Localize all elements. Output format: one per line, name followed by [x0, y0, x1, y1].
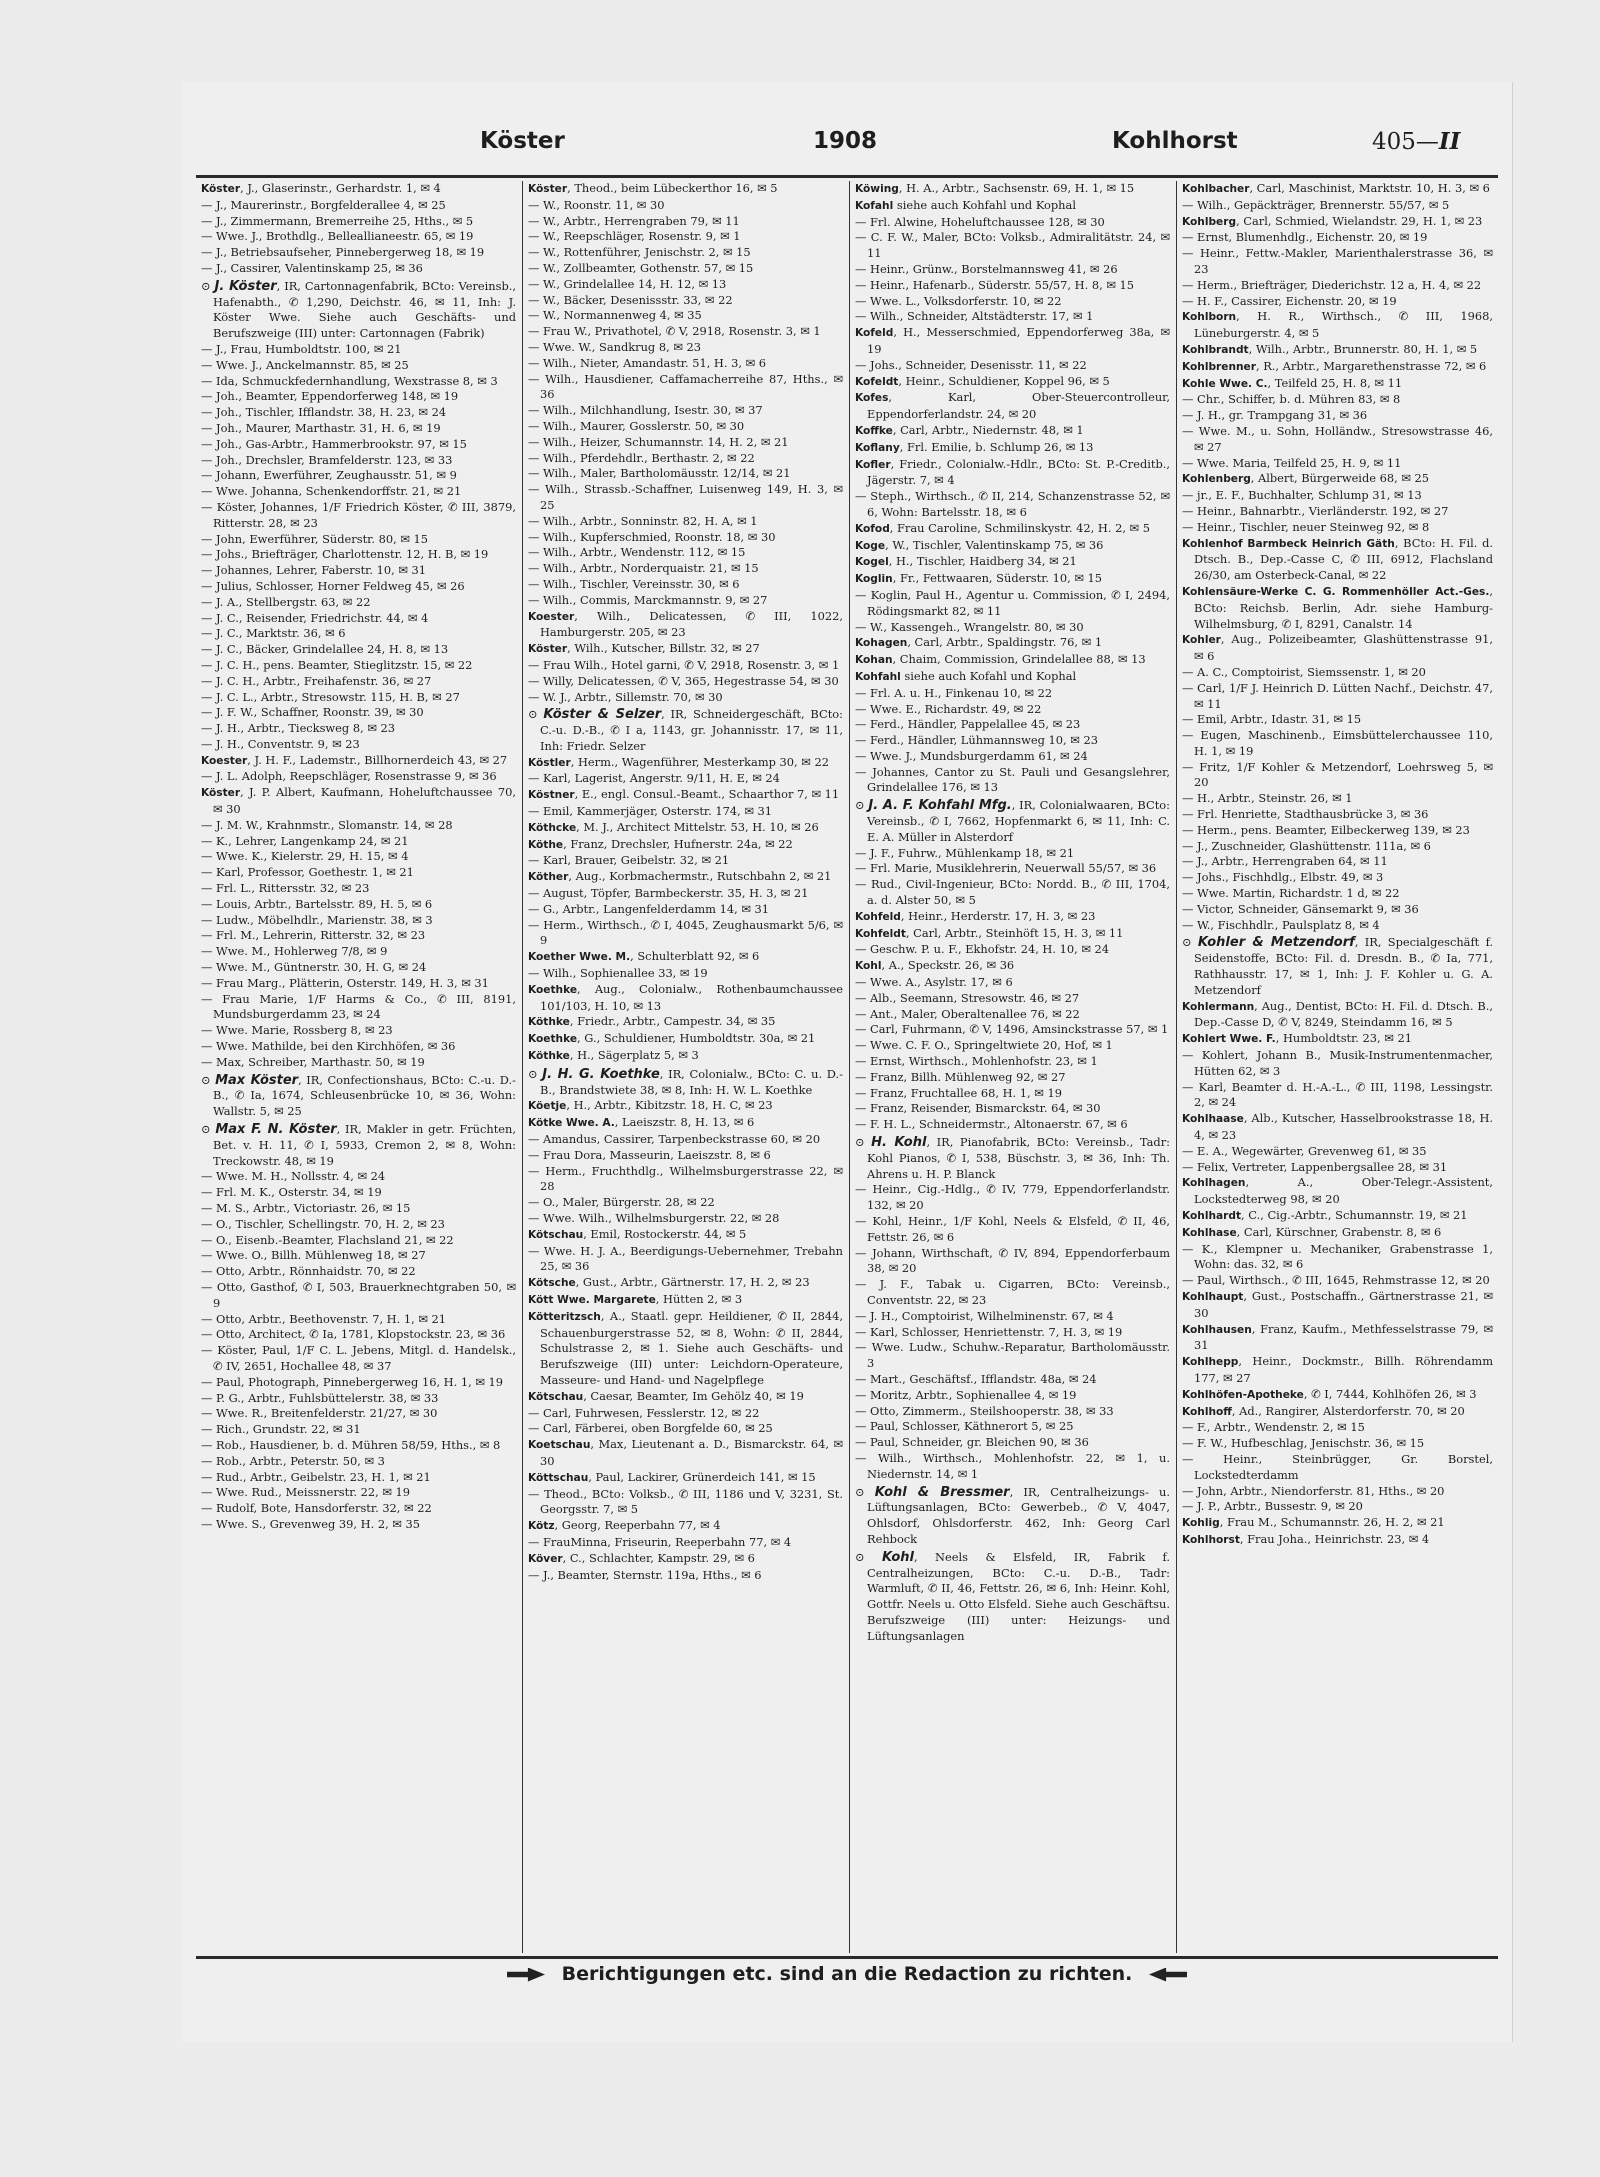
directory-entry: Kohler, Aug., Polizeibeamter, Glashüttenstrasse 91, ✉ 6 — [1182, 632, 1493, 664]
directory-entry: — O., Eisenb.-Beamter, Flachsland 21, ✉ 22 — [201, 1232, 454, 1247]
directory-entry: ⊙ J. A. F. Kohfahl Mfg., IR, Colonialwaaren, BCto: Vereinsb., ✆ I, 7662, Hopfenmarkt 6, ✉ 11, Inh: C. E. A. Müller in Alsterdorf — [855, 798, 1170, 844]
directory-entry: — Wwe. Martin, Richardstr. 1 d, ✉ 22 — [1182, 886, 1400, 901]
directory-entry: Kohfeld, Heinr., Herderstr. 17, H. 3, ✉ 23 — [855, 908, 1096, 923]
directory-entry: — Fritz, 1/F Kohler & Metzendorf, Loehrsweg 5, ✉ 20 — [1182, 759, 1493, 790]
directory-entry: — Heinr., Cig.-Hdlg., ✆ IV, 779, Eppendorferlandstr. 132, ✉ 20 — [855, 1182, 1170, 1213]
directory-entry: — Wwe. Rud., Meissnerstr. 22, ✉ 19 — [201, 1485, 411, 1500]
directory-entry: — Wwe. M., u. Sohn, Holländw., Stresowstrasse 46, ✉ 27 — [1182, 423, 1493, 454]
directory-entry: — Louis, Arbtr., Bartelsstr. 89, H. 5, ✉ 6 — [201, 896, 433, 911]
directory-entry: Kohlhepp, Heinr., Dockmstr., Billh. Röhrendamm 177, ✉ 27 — [1182, 1354, 1493, 1385]
directory-entry: Kohlenhof Barmbeck Heinrich Gäth, BCto: H. Fil. d. Dtsch. B., Dep.-Casse C, ✆ III, 6912, Flachsland 26/30, am Osterbeck-Canal, ✉ 22 — [1182, 535, 1494, 583]
directory-entry: Kohlbacher, Carl, Maschinist, Marktstr. 10, H. 3, ✉ 6 — [1182, 181, 1490, 195]
directory-entry: Kohlbrenner, R., Arbtr., Margarethenstrasse 72, ✉ 6 — [1182, 358, 1487, 373]
directory-entry: — Heinr., Fettw.-Makler, Marienthalerstrasse 36, ✉ 23 — [1182, 246, 1493, 276]
directory-entry: — Köster, Johannes, 1/F Friedrich Köster, ✆ III, 3879, Ritterstr. 28, ✉ 23 — [201, 499, 516, 530]
directory-entry: Kötsche, Gust., Arbtr., Gärtnerstr. 17, H. 2, ✉ 23 — [528, 1275, 810, 1290]
directory-entry: — Wilh., Arbtr., Norderquaistr. 21, ✉ 15 — [528, 561, 759, 576]
directory-entry: Kohlhagen, A., Ober-Telegr.-Assistent, Lockstedterweg 98, ✉ 20 — [1182, 1175, 1493, 1207]
directory-entry: ⊙ Köster & Selzer, IR, Schneidergeschäft, BCto: C.-u. D.-B., ✆ I a, 1143, gr. Johannisstr. 17, ✉ 11, Inh: Friedr. Selzer — [528, 707, 844, 753]
directory-entry: Kohlhorst, Frau Joha., Heinrichstr. 23, ✉ 4 — [1182, 1531, 1430, 1546]
directory-entry: — J., Cassirer, Valentinskamp 25, ✉ 36 — [201, 260, 423, 275]
directory-entry: — Julius, Schlosser, Horner Feldweg 45, ✉ 26 — [201, 578, 465, 593]
directory-entry: ⊙ Max Köster, IR, Confectionshaus, BCto: C.-u. D.-B., ✆ Ia, 1674, Schleusenbrücke 10, ✉ 36, Wohn: Wallstr. 5, ✉ 25 — [201, 1072, 516, 1119]
directory-entry: — Ferd., Händler, Pappelallee 45, ✉ 23 — [855, 717, 1081, 732]
directory-entry: — Herm., Fruchthdlg., Wilhelmsburgerstrasse 22, ✉ 28 — [528, 1163, 843, 1194]
directory-entry: — H. F., Cassirer, Eichenstr. 20, ✉ 19 — [1182, 293, 1397, 308]
directory-entry: — J. C. H., pens. Beamter, Stieglitzstr. 15, ✉ 22 — [201, 657, 473, 672]
directory-entry: — J., Frau, Humboldtstr. 100, ✉ 21 — [201, 341, 402, 356]
directory-entry: — John, Ewerführer, Süderstr. 80, ✉ 15 — [201, 531, 428, 546]
directory-entry: Koester, J. H. F., Lademstr., Billhornerdeich 43, ✉ 27 — [201, 752, 508, 767]
directory-entry: ⊙ Kohl & Bressmer, IR, Centralheizungs- u. Lüftungsanlagen, BCto: Gewerbeb., ✆ V, 4047, Ohlsdorf, Ohlsdorferstr. 462, Inh: Georg Carl Rehbock — [855, 1484, 1170, 1546]
directory-entry: — Johs., Fischhdlg., Elbstr. 49, ✉ 3 — [1182, 870, 1384, 885]
directory-entry: — Carl, Fuhrwesen, Fesslerstr. 12, ✉ 22 — [528, 1405, 760, 1420]
directory-entry: — Geschw. P. u. F., Ekhofstr. 24, H. 10, ✉ 24 — [855, 942, 1110, 957]
directory-entry: — J. C. H., Arbtr., Freihafenstr. 36, ✉ 27 — [201, 673, 432, 688]
directory-entry: — Wilh., Maler, Bartholomäusstr. 12/14, ✉ 21 — [528, 466, 791, 481]
directory-entry: — P. G., Arbtr., Fuhlsbüttelerstr. 38, ✉ 33 — [201, 1390, 439, 1405]
directory-entry: — Wwe. Johanna, Schenkendorffstr. 21, ✉ 21 — [201, 484, 462, 499]
directory-entry: — Joh., Maurer, Marthastr. 31, H. 6, ✉ 19 — [201, 420, 441, 435]
directory-entry: — Wwe. Wilh., Wilhelmsburgerstr. 22, ✉ 28 — [528, 1211, 780, 1225]
directory-entry: — H., Arbtr., Steinstr. 26, ✉ 1 — [1182, 791, 1353, 806]
directory-entry: — Herm., Briefträger, Diederichstr. 12 a, H. 4, ✉ 22 — [1182, 277, 1482, 292]
directory-entry: — Ferd., Händler, Lühmannsweg 10, ✉ 23 — [855, 733, 1098, 748]
directory-entry: — J. C., Reisender, Friedrichstr. 44, ✉ 4 — [201, 610, 429, 625]
directory-entry: — Wwe. J., Anckelmannstr. 85, ✉ 25 — [201, 357, 409, 372]
directory-entry: — Joh., Tischler, Ifflandstr. 38, H. 23, ✉ 24 — [201, 405, 447, 420]
directory-entry: — Wilh., Kupferschmied, Roonstr. 18, ✉ 30 — [528, 529, 776, 544]
directory-entry: — Johs., Schneider, Desenisstr. 11, ✉ 22 — [855, 357, 1087, 372]
directory-entry: — Otto, Architect, ✆ Ia, 1781, Klopstockstr. 23, ✉ 36 — [201, 1327, 506, 1342]
directory-entry: Koether Wwe. M., Schulterblatt 92, ✉ 6 — [528, 949, 760, 964]
directory-entry: Kofeldt, Heinr., Schuldiener, Koppel 96, ✉ 5 — [855, 373, 1110, 388]
directory-entry: — Heinr., Steinbrügger, Gr. Borstel, Lockstedterdamm — [1182, 1451, 1493, 1482]
directory-entry: — Wilh., Tischler, Vereinsstr. 30, ✉ 6 — [528, 576, 740, 591]
directory-entry: — Victor, Schneider, Gänsemarkt 9, ✉ 36 — [1182, 901, 1419, 916]
directory-entry: Köther, Aug., Korbmachermstr., Rutschbahn 2, ✉ 21 — [528, 869, 832, 884]
directory-entry: — Wilh., Sophienallee 33, ✉ 19 — [528, 966, 708, 981]
directory-entry: — Rud., Civil-Ingenieur, BCto: Nordd. B., ✆ III, 1704, a. d. Alster 50, ✉ 5 — [855, 877, 1170, 908]
directory-entry: — Johannes, Cantor zu St. Pauli und Gesangslehrer, Grindelallee 176, ✉ 13 — [855, 764, 1170, 795]
directory-entry: — Wwe. M., Güntnerstr. 30, H. G, ✉ 24 — [201, 960, 427, 975]
directory-entry: — Otto, Zimmerm., Steilshooperstr. 38, ✉ 33 — [855, 1403, 1114, 1418]
directory-entry: Köster, J., Glaserinstr., Gerhardstr. 1, ✉ 4 — [201, 181, 441, 195]
directory-entry: — Herm., Wirthsch., ✆ I, 4045, Zeughausmarkt 5/6, ✉ 9 — [528, 917, 843, 948]
directory-entry: ⊙ Kohler & Metzendorf, IR, Specialgeschäft f. Seidenstoffe, BCto: Fil. d. Dresdn. B., ✆ Ia, 771, Rathhausstr. 17, ✉ 1, Inh: J. F. Kohler u. G. A. Metzendorf — [1182, 935, 1493, 997]
directory-entry: — Otto, Arbtr., Beethovenstr. 7, H. 1, ✉ 21 — [201, 1311, 447, 1326]
directory-entry: — Johann, Wirthschaft, ✆ IV, 894, Eppendorferbaum 38, ✉ 20 — [855, 1245, 1170, 1276]
directory-entry: Kofod, Frau Caroline, Schmilinskystr. 42, H. 2, ✉ 5 — [855, 520, 1150, 535]
directory-columns — [196, 181, 1498, 1953]
directory-entry: — W., Normannenweg 4, ✉ 35 — [528, 308, 702, 323]
directory-entry: — Frau Marie, 1/F Harms & Co., ✆ III, 8191, Mundsburgerdamm 23, ✉ 24 — [201, 991, 516, 1022]
directory-entry: Kohfahl siehe auch Kofahl und Kophal — [855, 668, 1077, 683]
directory-entry: — J. F. W., Schaffner, Roonstr. 39, ✉ 30 — [201, 705, 424, 720]
directory-entry: — J., Zuschneider, Glashüttenstr. 111a, ✉ 6 — [1182, 838, 1431, 853]
directory-entry: — W., Arbtr., Herrengraben 79, ✉ 11 — [528, 213, 740, 228]
directory-entry: Kohlig, Frau M., Schumannstr. 26, H. 2, ✉ 21 — [1182, 1515, 1445, 1530]
directory-entry: — Alb., Seemann, Stresowstr. 46, ✉ 27 — [855, 990, 1080, 1005]
directory-entry: — W., Kassengeh., Wrangelstr. 80, ✉ 30 — [855, 619, 1084, 634]
directory-entry: — Willy, Delicatessen, ✆ V, 365, Hegestrasse 54, ✉ 30 — [528, 673, 839, 688]
directory-entry: Köthke, Friedr., Arbtr., Campestr. 34, ✉ 35 — [528, 1014, 776, 1029]
directory-entry: — John, Arbtr., Niendorferstr. 81, Hths., ✉ 20 — [1182, 1483, 1445, 1498]
pointing-hand-icon — [507, 1968, 545, 1982]
directory-entry: — Carl, Färberei, oben Borgfelde 60, ✉ 25 — [528, 1421, 773, 1436]
directory-entry: — Frl. M., Lehrerin, Ritterstr. 32, ✉ 23 — [201, 928, 426, 943]
directory-entry: Kohlbrandt, Wilh., Arbtr., Brunnerstr. 80, H. 1, ✉ 5 — [1182, 341, 1478, 356]
directory-entry: — Frau Dora, Masseurin, Laeiszstr. 8, ✉ 6 — [528, 1147, 771, 1162]
directory-entry: Kohlermann, Aug., Dentist, BCto: H. Fil. d. Dtsch. B., Dep.-Casse D, ✆ V, 8249, Steindamm 16, ✉ 5 — [1182, 998, 1493, 1030]
directory-entry: Kötschau, Emil, Rostockerstr. 44, ✉ 5 — [528, 1226, 747, 1241]
directory-entry: Kötz, Georg, Reeperbahn 77, ✉ 4 — [528, 1518, 721, 1533]
directory-entry: — Joh., Gas-Arbtr., Hammerbrookstr. 97, ✉ 15 — [201, 436, 467, 451]
directory-entry: — W., Reepschläger, Rosenstr. 9, ✉ 1 — [528, 229, 741, 244]
directory-entry: — Mart., Geschäftsf., Ifflandstr. 48a, ✉ 24 — [855, 1371, 1097, 1386]
directory-entry: — Wilh., Strassb.-Schaffner, Luisenweg 149, H. 3, ✉ 25 — [528, 482, 843, 512]
directory-entry: — Rich., Grundstr. 22, ✉ 31 — [201, 1422, 361, 1437]
directory-entry: — Wwe. J., Mundsburgerdamm 61, ✉ 24 — [855, 748, 1088, 763]
directory-entry: Köstler, Herm., Wagenführer, Mesterkamp 30, ✉ 22 — [528, 754, 829, 769]
footer-note: Berichtigungen etc. sind an die Redaction zu richten. — [561, 1963, 1133, 1985]
directory-entry: — Kohl, Heinr., 1/F Kohl, Neels & Elsfeld, ✆ II, 46, Fettstr. 26, ✉ 6 — [855, 1214, 1170, 1244]
directory-entry: — Frau Wilh., Hotel garni, ✆ V, 2918, Rosenstr. 3, ✉ 1 — [528, 657, 840, 672]
directory-entry: — Heinr., Grünw., Borstelmannsweg 41, ✉ 26 — [855, 261, 1118, 276]
directory-entry: — Frl. Alwine, Hoheluftchaussee 128, ✉ 30 — [855, 214, 1105, 229]
directory-entry: — F., Arbtr., Wendenstr. 2, ✉ 15 — [1182, 1420, 1365, 1435]
directory-entry: Koflany, Frl. Emilie, b. Schlump 26, ✉ 13 — [855, 439, 1094, 454]
directory-entry: — F. H. L., Schneidermstr., Altonaerstr. 67, ✉ 6 — [855, 1117, 1128, 1132]
directory-entry: Kohlhase, Carl, Kürschner, Grabenstr. 8, ✉ 6 — [1182, 1224, 1442, 1239]
directory-entry: Kogel, H., Tischler, Haidberg 34, ✉ 21 — [855, 554, 1077, 569]
directory-entry: — Frl. Marie, Musiklehrerin, Neuerwall 55/57, ✉ 36 — [855, 861, 1157, 876]
directory-entry: Kohlberg, Carl, Schmied, Wielandstr. 29, H. 1, ✉ 23 — [1182, 213, 1483, 228]
directory-entry: — Johs., Briefträger, Charlottenstr. 12, H. B, ✉ 19 — [201, 547, 489, 562]
directory-entry: — Joh., Beamter, Eppendorferweg 148, ✉ 19 — [201, 389, 459, 404]
directory-entry: — J. H., Conventstr. 9, ✉ 23 — [201, 736, 360, 751]
directory-entry: — Wwe. K., Kielerstr. 29, H. 15, ✉ 4 — [201, 849, 409, 864]
directory-entry: — Koglin, Paul H., Agentur u. Commission, ✆ I, 2494, Rödingsmarkt 82, ✉ 11 — [855, 587, 1170, 618]
directory-entry: Köster, Wilh., Kutscher, Billstr. 32, ✉ 27 — [528, 641, 760, 656]
directory-entry: — Amandus, Cassirer, Tarpenbeckstrasse 60, ✉ 20 — [528, 1132, 821, 1147]
directory-entry: Kohan, Chaim, Commission, Grindelallee 88, ✉ 13 — [855, 652, 1146, 667]
directory-entry: — J., Beamter, Sternstr. 119a, Hths., ✉ 6 — [528, 1567, 762, 1582]
directory-entry: Koglin, Fr., Fettwaaren, Süderstr. 10, ✉ 15 — [855, 571, 1103, 586]
directory-entry: Kohl, A., Speckstr. 26, ✉ 36 — [855, 958, 1015, 973]
directory-entry: — Wilh., Maurer, Gosslerstr. 50, ✉ 30 — [528, 418, 745, 433]
directory-entry: — Herm., pens. Beamter, Eilbeckerweg 139, ✉ 23 — [1182, 822, 1470, 837]
directory-entry: Kötke Wwe. A., Laeiszstr. 8, H. 13, ✉ 6 — [528, 1115, 755, 1130]
directory-entry: — Wilh., Hausdiener, Caffamacherreihe 87, Hths., ✉ 36 — [528, 371, 843, 402]
page-number-value: 405— — [1372, 129, 1439, 155]
directory-entry: — Wwe. Maria, Teilfeld 25, H. 9, ✉ 11 — [1182, 455, 1402, 470]
volume-numeral: II — [1438, 128, 1461, 155]
directory-entry: — Wwe. J., Brothdlg., Belleallianeestr. 65, ✉ 19 — [201, 229, 474, 244]
footer-rule — [196, 1956, 1498, 1959]
directory-entry: — O., Maler, Bürgerstr. 28, ✉ 22 — [528, 1195, 715, 1210]
directory-entry: Kött Wwe. Margarete, Hütten 2, ✉ 3 — [528, 1291, 743, 1306]
directory-entry: — J. A., Stellbergstr. 63, ✉ 22 — [201, 594, 371, 609]
directory-entry: — Frl. A. u. H., Finkenau 10, ✉ 22 — [855, 685, 1053, 700]
directory-entry: Kofahl siehe auch Kohfahl und Kophal — [855, 197, 1076, 212]
directory-entry: — W., Zollbeamter, Gothenstr. 57, ✉ 15 — [528, 260, 754, 275]
directory-entry: — Paul, Photograph, Pinnebergerweg 16, H. 1, ✉ 19 — [201, 1374, 504, 1389]
directory-entry: Kohfeldt, Carl, Arbtr., Steinhöft 15, H. 3, ✉ 11 — [855, 925, 1124, 940]
directory-entry: — Heinr., Hafenarb., Süderstr. 55/57, H. 8, ✉ 15 — [855, 277, 1134, 292]
directory-entry: Kofler, Friedr., Colonialw.-Hdlr., BCto: St. P.-Creditb., Jägerstr. 7, ✉ 4 — [855, 456, 1170, 488]
directory-entry: Kohlhöfen-Apotheke, ✆ I, 7444, Kohlhöfen 26, ✉ 3 — [1182, 1386, 1477, 1401]
directory-entry: — August, Töpfer, Barmbeckerstr. 35, H. 3, ✉ 21 — [528, 886, 809, 901]
directory-entry: — Ida, Schmuckfedernhandlung, Wexstrasse 8, ✉ 3 — [201, 373, 498, 388]
directory-entry: — Karl, Brauer, Geibelstr. 32, ✉ 21 — [528, 853, 730, 868]
directory-entry: — Wwe. M., Hohlerweg 7/8, ✉ 9 — [201, 944, 388, 959]
directory-entry: — Emil, Kammerjäger, Osterstr. 174, ✉ 31 — [528, 804, 772, 819]
directory-entry: — Wwe. A., Asylstr. 17, ✉ 6 — [855, 975, 1013, 990]
column-4 — [1177, 181, 1498, 1953]
directory-entry: — Wilh., Nieter, Amandastr. 51, H. 3, ✉ 6 — [528, 355, 767, 370]
directory-entry: — Wwe. M. H., Nollsstr. 4, ✉ 24 — [201, 1169, 386, 1184]
directory-entry: — Steph., Wirthsch., ✆ II, 214, Schanzenstrasse 52, ✉ 6, Wohn: Bartelsstr. 18, ✉ 6 — [855, 489, 1170, 519]
directory-entry: Koetschau, Max, Lieutenant a. D., Bismarckstr. 64, ✉ 30 — [528, 1437, 843, 1468]
directory-entry: — Eugen, Maschinenb., Eimsbüttelerchaussee 110, H. 1, ✉ 19 — [1182, 728, 1493, 758]
directory-entry: Koge, W., Tischler, Valentinskamp 75, ✉ 36 — [855, 537, 1104, 552]
directory-entry: ⊙ Max F. N. Köster, IR, Makler in getr. Früchten, Bet. v. H. 11, ✆ I, 5933, Cremon 2, ✉ 8, Wohn: Treckowstr. 48, ✉ 19 — [201, 1122, 517, 1168]
column-3 — [850, 181, 1175, 1953]
directory-entry: — Heinr., Tischler, neuer Steinweg 92, ✉ 8 — [1182, 519, 1430, 534]
directory-entry: Koethke, G., Schuldiener, Humboldtstr. 30a, ✉ 21 — [528, 1031, 816, 1046]
directory-entry: — Otto, Arbtr., Rönnhaidstr. 70, ✉ 22 — [201, 1264, 416, 1279]
directory-entry: — Wwe. Marie, Rossberg 8, ✉ 23 — [201, 1023, 393, 1038]
directory-entry: — Wwe. L., Volksdorferstr. 10, ✉ 22 — [855, 293, 1062, 308]
directory-entry: Koethke, Aug., Colonialw., Rothenbaumchaussee 101/103, H. 10, ✉ 13 — [528, 981, 843, 1013]
directory-entry: — J., Maurerinstr., Borgfelderallee 4, ✉ 25 — [201, 197, 446, 212]
directory-entry: — J. C., Marktstr. 36, ✉ 6 — [201, 626, 346, 641]
directory-entry: — Frau W., Privathotel, ✆ V, 2918, Rosenstr. 3, ✉ 1 — [528, 324, 821, 339]
directory-entry: Kohle Wwe. C., Teilfeld 25, H. 8, ✉ 11 — [1182, 375, 1403, 390]
directory-entry: Kohlensäure-Werke C. G. Rommenhöller Act.-Ges., BCto: Reichsb. Berlin, Adr. siehe Hamburg-Wilhelmsburg, ✆ I, 8291, Canalstr. 14 — [1182, 583, 1493, 631]
directory-entry: — Franz, Reisender, Bismarckstr. 64, ✉ 30 — [855, 1101, 1101, 1116]
directory-entry: — Wwe. S., Grevenweg 39, H. 2, ✉ 35 — [201, 1516, 420, 1531]
directory-entry: — Wwe. Mathilde, bei den Kirchhöfen, ✉ 36 — [201, 1039, 456, 1054]
directory-entry: Kohagen, Carl, Arbtr., Spaldingstr. 76, ✉ 1 — [855, 635, 1103, 650]
directory-entry: — Wilh., Heizer, Schumannstr. 14, H. 2, ✉ 21 — [528, 434, 789, 449]
directory-entry: — Moritz, Arbtr., Sophienallee 4, ✉ 19 — [855, 1387, 1077, 1402]
directory-entry: — Rob., Hausdiener, b. d. Mühren 58/59, Hths., ✉ 8 — [201, 1437, 501, 1452]
directory-entry: — Karl, Professor, Goethestr. 1, ✉ 21 — [201, 865, 414, 880]
directory-entry: Koffke, Carl, Arbtr., Niedernstr. 48, ✉ 1 — [855, 422, 1084, 437]
directory-entry: — J. M. W., Krahnmstr., Slomanstr. 14, ✉ 28 — [201, 817, 453, 832]
directory-entry: — Otto, Gasthof, ✆ I, 503, Brauerknechtgraben 50, ✉ 9 — [201, 1279, 516, 1310]
directory-entry: — Rob., Arbtr., Peterstr. 50, ✉ 3 — [201, 1453, 385, 1468]
directory-entry: Köttschau, Paul, Lackirer, Grünerdeich 141, ✉ 15 — [528, 1469, 816, 1484]
directory-entry: Köver, C., Schlachter, Kampstr. 29, ✉ 6 — [528, 1550, 755, 1565]
directory-entry: Kohlhaase, Alb., Kutscher, Hasselbrookstrasse 18, H. 4, ✉ 23 — [1182, 1111, 1493, 1143]
directory-entry: — Köster, Paul, 1/F C. L. Jebens, Mitgl. d. Handelsk., ✆ IV, 2651, Hochallee 48, ✉ 37 — [201, 1343, 516, 1373]
directory-entry: — Johannes, Lehrer, Faberstr. 10, ✉ 31 — [201, 563, 426, 578]
directory-entry: — J. H., gr. Trampgang 31, ✉ 36 — [1182, 408, 1368, 423]
directory-entry: Koester, Wilh., Delicatessen, ✆ III, 1022, Hamburgerstr. 205, ✉ 23 — [528, 608, 843, 640]
directory-entry: — A. C., Comptoirist, Siemssenstr. 1, ✉ 20 — [1182, 664, 1426, 679]
directory-entry: — J. H., Comptoirist, Wilhelminenstr. 67, ✉ 4 — [855, 1308, 1114, 1323]
directory-entry: Kohlborn, H. R., Wirthsch., ✆ III, 1968, Lüneburgerstr. 4, ✉ 5 — [1182, 309, 1493, 341]
directory-entry: Kohlenberg, Albert, Bürgerweide 68, ✉ 25 — [1182, 471, 1429, 486]
directory-entry: — K., Klempner u. Mechaniker, Grabenstrasse 1, Wohn: das. 32, ✉ 6 — [1182, 1241, 1493, 1272]
directory-entry: — Wilh., Pferdehdlr., Berthastr. 2, ✉ 22 — [528, 450, 755, 465]
directory-entry: — Paul, Wirthsch., ✆ III, 1645, Rehmstrasse 12, ✉ 20 — [1182, 1273, 1490, 1288]
directory-entry: — Wwe. W., Sandkrug 8, ✉ 23 — [528, 339, 701, 354]
directory-entry: — Wilh., Arbtr., Wendenstr. 112, ✉ 15 — [528, 545, 746, 560]
directory-entry: — J. C. L., Arbtr., Stresowstr. 115, H. B, ✉ 27 — [201, 689, 460, 704]
directory-entry: — W., Grindelallee 14, H. 12, ✉ 13 — [528, 276, 727, 291]
directory-entry: — Paul, Schneider, gr. Bleichen 90, ✉ 36 — [855, 1435, 1089, 1450]
directory-entry: — Ludw., Möbelhdlr., Marienstr. 38, ✉ 3 — [201, 912, 433, 927]
directory-entry: — Frl. M. K., Osterstr. 34, ✉ 19 — [201, 1185, 382, 1200]
directory-entry: — J., Betriebsaufseher, Pinnebergerweg 18, ✉ 19 — [201, 245, 485, 260]
directory-entry: — Frau Marg., Plätterin, Osterstr. 149, H. 3, ✉ 31 — [201, 975, 489, 990]
directory-entry: — Chr., Schiffer, b. d. Mühren 83, ✉ 8 — [1182, 392, 1401, 407]
directory-entry: — K., Lehrer, Langenkamp 24, ✉ 21 — [201, 833, 409, 848]
directory-entry: — Wilh., Arbtr., Sonninstr. 82, H. A, ✉ 1 — [528, 513, 758, 528]
directory-entry: — Ernst, Wirthsch., Mohlenhofstr. 23, ✉ 1 — [855, 1054, 1098, 1069]
directory-entry: — Wilh., Gepäckträger, Brennerstr. 55/57, ✉ 5 — [1182, 197, 1450, 212]
directory-entry: Köster, Theod., beim Lübeckerthor 16, ✉ 5 — [528, 181, 778, 195]
directory-entry: — J. F., Tabak u. Cigarren, BCto: Vereinsb., Conventstr. 22, ✉ 23 — [855, 1277, 1170, 1307]
directory-entry: — J. H., Arbtr., Tiecksweg 8, ✉ 23 — [201, 721, 395, 736]
page-footer — [196, 1963, 1498, 1999]
directory-entry: — Heinr., Bahnarbtr., Vierländerstr. 192, ✉ 27 — [1182, 503, 1449, 518]
directory-entry: — Karl, Schlosser, Henriettenstr. 7, H. 3, ✉ 19 — [855, 1324, 1123, 1339]
directory-entry: Kohlhaupt, Gust., Postschaffn., Gärtnerstrasse 21, ✉ 30 — [1182, 1288, 1493, 1320]
directory-entry: — Emil, Arbtr., Idastr. 31, ✉ 15 — [1182, 712, 1362, 727]
header-rule — [196, 175, 1498, 178]
directory-entry: — Wilh., Commis, Marckmannstr. 9, ✉ 27 — [528, 592, 768, 607]
directory-entry: — Wilh., Milchhandlung, Isestr. 30, ✉ 37 — [528, 403, 763, 418]
directory-entry: — jr., E. F., Buchhalter, Schlump 31, ✉ 13 — [1182, 488, 1422, 503]
directory-entry: — E. A., Wegewärter, Grevenweg 61, ✉ 35 — [1182, 1143, 1427, 1158]
directory-entry: Kofeld, H., Messerschmied, Eppendorferweg 38a, ✉ 19 — [855, 325, 1170, 356]
directory-entry: — J. C., Bäcker, Grindelallee 24, H. 8, ✉ 13 — [201, 642, 449, 657]
column-2 — [523, 181, 848, 1953]
directory-entry: — Johann, Ewerführer, Zeughausstr. 51, ✉ 9 — [201, 468, 457, 483]
directory-entry: Kohlert Wwe. F., Humboldtstr. 23, ✉ 21 — [1182, 1031, 1412, 1046]
directory-entry: ⊙ H. Kohl, IR, Pianofabrik, BCto: Vereinsb., Tadr: Kohl Pianos, ✆ I, 538, Büschstr. 3, ✉ 36, Inh: Th. Ahrens u. H. P. Blanck — [855, 1135, 1170, 1181]
directory-entry: — O., Tischler, Schellingstr. 70, H. 2, ✉ 23 — [201, 1216, 445, 1231]
directory-entry: — Karl, Lagerist, Angerstr. 9/11, H. E, ✉ 24 — [528, 771, 780, 786]
directory-entry: Kötschau, Caesar, Beamter, Im Gehölz 40, ✉ 19 — [528, 1388, 804, 1403]
directory-entry: ⊙ Kohl, Neels & Elsfeld, IR, Fabrik f. Centralheizungen, BCto: C.-u. D.-B., Tadr: Warmluft, ✆ II, 46, Fettstr. 26, ✉ 6, Inh: Heinr. Kohl, Gottfr. Neels u. Otto Elsfeld. Siehe auch Geschäftsu. Berufszweige (III) unter: Heizungs- und Lüftungsanlagen — [855, 1549, 1170, 1643]
directory-entry: — Ant., Maler, Oberaltenallee 76, ✉ 22 — [855, 1006, 1080, 1021]
directory-entry: — W. J., Arbtr., Sillemstr. 70, ✉ 30 — [528, 689, 723, 704]
directory-entry: Kohlhardt, C., Cig.-Arbtr., Schumannstr. 19, ✉ 21 — [1182, 1208, 1468, 1222]
header-year: 1908 — [813, 128, 878, 154]
column-1 — [196, 181, 521, 1953]
directory-entry: — F. W., Hufbeschlag, Jenischstr. 36, ✉ 15 — [1182, 1436, 1425, 1451]
directory-entry: — W., Fischhdlr., Paulsplatz 8, ✉ 4 — [1182, 917, 1380, 932]
directory-entry: — FrauMinna, Friseurin, Reeperbahn 77, ✉ 4 — [528, 1534, 792, 1549]
directory-entry: — Felix, Vertreter, Lappenbergsallee 28, ✉ 31 — [1182, 1159, 1448, 1174]
page-number — [1372, 128, 1460, 155]
directory-entry: Köthke, H., Sägerplatz 5, ✉ 3 — [528, 1048, 699, 1063]
header-first-name: Köster — [480, 128, 565, 154]
directory-entry: Kohlhoff, Ad., Rangirer, Alsterdorferstr. 70, ✉ 20 — [1182, 1403, 1465, 1418]
directory-entry: — Rud., Arbtr., Geibelstr. 23, H. 1, ✉ 21 — [201, 1469, 431, 1484]
directory-entry: — W., Rottenführer, Jenischstr. 2, ✉ 15 — [528, 245, 751, 260]
directory-entry: — Wwe. R., Breitenfelderstr. 21/27, ✉ 30 — [201, 1406, 438, 1421]
directory-entry: Köstner, E., engl. Consul.-Beamt., Schaarthor 7, ✉ 11 — [528, 787, 840, 802]
header-last-name: Kohlhorst — [1112, 128, 1238, 154]
directory-entry: — Wilh., Schneider, Altstädterstr. 17, ✉ 1 — [855, 309, 1094, 324]
directory-entry: Köster, J. P. Albert, Kaufmann, Hoheluftchaussee 70, ✉ 30 — [201, 785, 516, 817]
pointing-hand-icon — [1149, 1968, 1187, 1982]
directory-entry: — W., Roonstr. 11, ✉ 30 — [528, 197, 665, 212]
directory-entry: — Wwe. E., Richardstr. 49, ✉ 22 — [855, 701, 1042, 716]
directory-entry: ⊙ J. Köster, IR, Cartonnagenfabrik, BCto: Vereinsb., Hafenabth., ✆ 1,290, Deichstr. 46, ✉ 11, Inh: J. Köster Wwe. Siehe auch Geschäfts- und Berufszweige (III) unter: Cartonnagen (Fabrik) — [201, 278, 516, 341]
directory-entry: — J., Zimmermann, Bremerreihe 25, Hths., ✉ 5 — [201, 213, 474, 228]
directory-entry: Köthe, Franz, Drechsler, Hufnerstr. 24a, ✉ 22 — [528, 836, 793, 851]
directory-entry: — Paul, Schlosser, Käthnerort 5, ✉ 25 — [855, 1419, 1074, 1434]
directory-entry: — C. F. W., Maler, BCto: Volksb., Admiralitätstr. 24, ✉ 11 — [855, 230, 1170, 261]
directory-entry: — Wilh., Wirthsch., Mohlenhofstr. 22, ✉ 1, u. Niedernstr. 14, ✉ 1 — [855, 1450, 1170, 1481]
directory-entry: Köetje, H., Arbtr., Kibitzstr. 18, H. C, ✉ 23 — [528, 1098, 773, 1113]
directory-entry: — Joh., Drechsler, Bramfelderstr. 123, ✉ 33 — [201, 452, 453, 467]
directory-entry: Kohlhausen, Franz, Kaufm., Methfesselstrasse 79, ✉ 31 — [1182, 1321, 1493, 1353]
directory-entry: — W., Bäcker, Desenissstr. 33, ✉ 22 — [528, 292, 733, 307]
directory-entry: — Wwe. O., Billh. Mühlenweg 18, ✉ 27 — [201, 1248, 426, 1263]
directory-entry: — Carl, Fuhrmann, ✆ V, 1496, Amsinckstrasse 57, ✉ 1 — [855, 1022, 1169, 1037]
directory-entry: — Franz, Fruchtallee 68, H. 1, ✉ 19 — [855, 1085, 1062, 1100]
directory-entry: — Kohlert, Johann B., Musik-Instrumentenmacher, Hütten 62, ✉ 3 — [1182, 1048, 1493, 1078]
directory-entry: — J. L. Adolph, Reepschläger, Rosenstrasse 9, ✉ 36 — [201, 769, 497, 784]
directory-entry: ⊙ J. H. G. Koethke, IR, Colonialw., BCto: C. u. D.-B., Brandstwiete 38, ✉ 8, Inh: H. W. L. Koethke — [528, 1066, 844, 1097]
directory-entry: — Wwe. C. F. O., Springeltwiete 20, Hof, ✉ 1 — [855, 1038, 1113, 1053]
directory-entry: — J. F., Fuhrw., Mühlenkamp 18, ✉ 21 — [855, 845, 1075, 860]
directory-entry: Köthcke, M. J., Architect Mittelstr. 53, H. 10, ✉ 26 — [528, 819, 819, 834]
directory-entry: — Ernst, Blumenhdlg., Eichenstr. 20, ✉ 19 — [1182, 230, 1428, 245]
directory-entry: — Carl, 1/F J. Heinrich D. Lütten Nachf., Deichstr. 47, ✉ 11 — [1182, 680, 1493, 711]
directory-entry: — Wwe. Ludw., Schuhw.-Reparatur, Bartholomäusstr. 3 — [855, 1340, 1170, 1371]
directory-entry: — Rudolf, Bote, Hansdorferstr. 32, ✉ 22 — [201, 1501, 432, 1516]
directory-entry: — J., Arbtr., Herrengraben 64, ✉ 11 — [1182, 854, 1388, 869]
directory-entry: — G., Arbtr., Langenfelderdamm 14, ✉ 31 — [528, 901, 769, 916]
directory-entry: — Frl. Henriette, Stadthausbrücke 3, ✉ 36 — [1182, 807, 1429, 822]
directory-entry: — J. P., Arbtr., Bussestr. 9, ✉ 20 — [1182, 1499, 1363, 1514]
directory-entry: — Franz, Billh. Mühlenweg 92, ✉ 27 — [855, 1069, 1066, 1084]
directory-entry: Kötteritzsch, A., Staatl. gepr. Heildiener, ✆ II, 2844, Schauenburgerstrasse 52, ✉ 8, Wohn: ✆ II, 2844, Schulstrasse 2, ✉ 1. Siehe auch Geschäfts- und Berufszweige (III) unter: Leichdorn-Operateure, Masseure- und Hand- und Nagelpflege — [528, 1308, 843, 1387]
directory-entry: — Frl. L., Rittersstr. 32, ✉ 23 — [201, 881, 370, 896]
page-header — [200, 124, 1490, 162]
directory-entry: — Max, Schreiber, Marthastr. 50, ✉ 19 — [201, 1054, 425, 1069]
directory-entry: Kofes, Karl, Ober-Steuercontrolleur, Eppendorferlandstr. 24, ✉ 20 — [855, 390, 1170, 422]
directory-entry: — Wwe. H. J. A., Beerdigungs-Uebernehmer, Trebahn 25, ✉ 36 — [528, 1243, 843, 1274]
directory-entry: — Theod., BCto: Volksb., ✆ III, 1186 und V, 3231, St. Georgsstr. 7, ✉ 5 — [528, 1486, 843, 1517]
directory-entry: Köwing, H. A., Arbtr., Sachsenstr. 69, H. 1, ✉ 15 — [855, 181, 1135, 195]
directory-entry: — Karl, Beamter d. H.-A.-L., ✆ III, 1198, Lessingstr. 2, ✉ 24 — [1182, 1079, 1493, 1110]
directory-entry: — M. S., Arbtr., Victoriastr. 26, ✉ 15 — [201, 1201, 411, 1215]
